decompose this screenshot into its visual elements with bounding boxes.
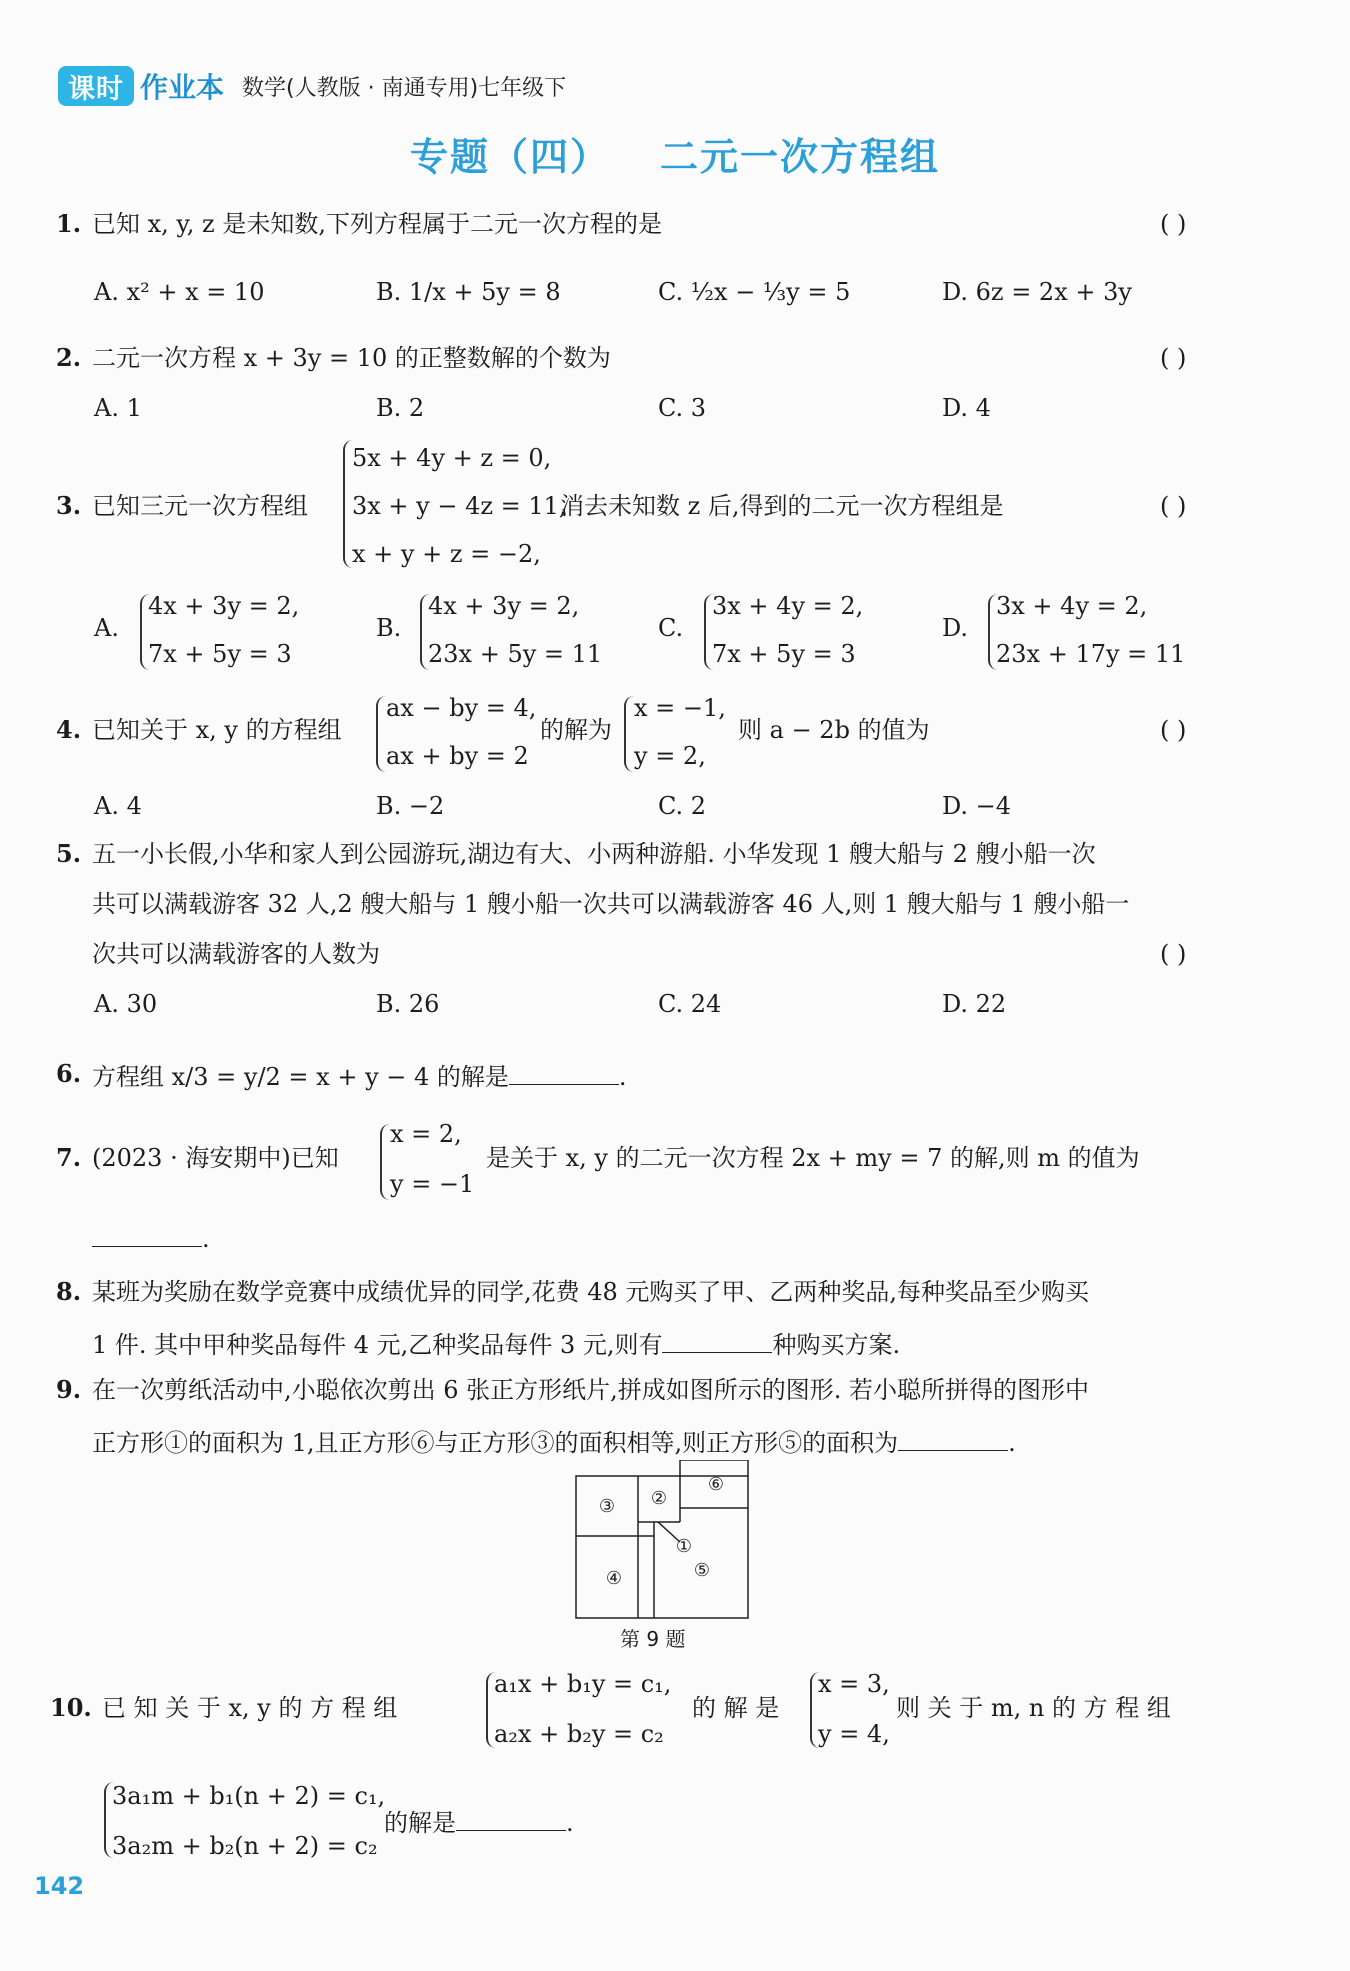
q4-system-eq2: ax + by = 2 bbox=[386, 742, 529, 770]
q8-line1: 某班为奖励在数学竞赛中成绩优异的同学,花费 48 元购买了甲、乙两种奖品,每种奖品至少购买 bbox=[92, 1278, 1090, 1306]
title-part1: 专题（四） bbox=[409, 135, 610, 179]
q9-square-figure bbox=[574, 1460, 754, 1620]
q3-option-c-eq2: 7x + 5y = 3 bbox=[712, 640, 856, 668]
q10-solution-x: x = 3, bbox=[818, 1670, 890, 1698]
brand-logo: 课时 bbox=[58, 66, 134, 106]
q10-ending bbox=[384, 1808, 574, 1835]
q4-system-brace bbox=[376, 696, 386, 772]
q7-solution-y: y = −1 bbox=[390, 1170, 475, 1198]
q2-answer-paren[interactable]: ( ) bbox=[1160, 344, 1187, 372]
title-part2: 二元一次方程组 bbox=[660, 135, 941, 179]
q4-solution-y: y = 2, bbox=[634, 742, 706, 770]
q3-option-d[interactable]: D. bbox=[942, 614, 969, 642]
q3-option-b-eq1: 4x + 3y = 2, bbox=[428, 592, 580, 620]
q4-number: 4. bbox=[56, 715, 82, 744]
q7-stem-pre: (2023 · 海安期中)已知 bbox=[92, 1144, 339, 1172]
q1-answer-paren[interactable]: ( ) bbox=[1160, 210, 1187, 238]
q5-option-d[interactable]: D. 22 bbox=[942, 990, 1007, 1018]
q5-number: 5. bbox=[56, 839, 82, 868]
q3-option-a-eq1: 4x + 3y = 2, bbox=[148, 592, 300, 620]
q9-end: . bbox=[1008, 1429, 1016, 1457]
q9-line2-text: 正方形①的面积为 1,且正方形⑥与正方形③的面积相等,则正方形⑤的面积为 bbox=[92, 1429, 899, 1457]
q10-system-eq1: a₁x + b₁y = c₁, bbox=[494, 1670, 672, 1698]
q10-system-eq2: a₂x + b₂y = c₂ bbox=[494, 1720, 664, 1748]
q3-option-a[interactable]: A. bbox=[94, 614, 119, 642]
q3-option-c[interactable]: C. bbox=[658, 614, 684, 642]
q2-option-a[interactable]: A. 1 bbox=[94, 394, 142, 422]
q10-number: 10. bbox=[50, 1693, 92, 1722]
q8-answer-blank[interactable] bbox=[662, 1330, 772, 1353]
q1-option-b[interactable]: B. 1/x + 5y = 8 bbox=[376, 278, 561, 306]
q9-answer-blank[interactable] bbox=[898, 1428, 1008, 1451]
q7-answer-line bbox=[92, 1224, 210, 1251]
q6-number: 6. bbox=[56, 1059, 82, 1088]
q7-solution-x: x = 2, bbox=[390, 1120, 462, 1148]
q3-option-d-eq2: 23x + 17y = 11 bbox=[996, 640, 1186, 668]
q4-system-eq1: ax − by = 4, bbox=[386, 694, 537, 722]
figure-label-4: ④ bbox=[605, 1568, 623, 1589]
book-title: 数学(人教版 · 南通专用)七年级下 bbox=[242, 75, 567, 101]
q7-stem-post: 是关于 x, y 的二元一次方程 2x + my = 7 的解,则 m 的值为 bbox=[486, 1144, 1140, 1172]
q3-system-eq1: 5x + 4y + z = 0, bbox=[352, 444, 552, 472]
q7-number: 7. bbox=[56, 1143, 82, 1172]
q7-solution-brace bbox=[380, 1124, 390, 1200]
brand-logo-text: 作业本 bbox=[140, 71, 225, 104]
page-title bbox=[0, 126, 1350, 181]
q10-end-text: 的解是 bbox=[384, 1809, 456, 1837]
q5-answer-paren[interactable]: ( ) bbox=[1160, 940, 1187, 968]
q10-dot: . bbox=[566, 1809, 574, 1837]
q5-line2: 共可以满载游客 32 人,2 艘大船与 1 艘小船一次共可以满载游客 46 人,则 1 艘大船与 1 艘小船一 bbox=[92, 890, 1130, 918]
q4-answer-paren[interactable]: ( ) bbox=[1160, 716, 1187, 744]
figure-label-6: ⑥ bbox=[707, 1474, 725, 1495]
q2-stem: 二元一次方程 x + 3y = 10 的正整数解的个数为 bbox=[92, 344, 611, 372]
q3-number: 3. bbox=[56, 491, 82, 520]
q5-line1: 五一小长假,小华和家人到公园游玩,湖边有大、小两种游船. 小华发现 1 艘大船与 2 艘小船一次 bbox=[92, 840, 1096, 868]
q1-option-d[interactable]: D. 6z = 2x + 3y bbox=[942, 278, 1132, 306]
q3-system-eq2: 3x + y − 4z = 11, bbox=[352, 492, 567, 520]
q4-stem-pre: 已知关于 x, y 的方程组 bbox=[92, 716, 342, 744]
q9-number: 9. bbox=[56, 1375, 82, 1404]
figure-label-5: ⑤ bbox=[693, 1560, 711, 1581]
q4-solution-brace bbox=[624, 696, 634, 772]
q4-option-c[interactable]: C. 2 bbox=[658, 792, 707, 820]
q2-option-c[interactable]: C. 3 bbox=[658, 394, 707, 422]
figure-label-1: ① bbox=[675, 1536, 693, 1557]
q3-answer-paren[interactable]: ( ) bbox=[1160, 492, 1187, 520]
page-number: 142 bbox=[34, 1872, 85, 1900]
q7-end: . bbox=[202, 1225, 210, 1253]
q1-number: 1. bbox=[56, 209, 82, 238]
q10-solution-y: y = 4, bbox=[818, 1720, 890, 1748]
q4-stem-post: 则 a − 2b 的值为 bbox=[738, 716, 930, 744]
q5-option-a[interactable]: A. 30 bbox=[94, 990, 158, 1018]
q5-line3: 次共可以满载游客的人数为 bbox=[92, 940, 380, 968]
q3-option-a-eq2: 7x + 5y = 3 bbox=[148, 640, 292, 668]
q4-option-b[interactable]: B. −2 bbox=[376, 792, 445, 820]
q8-number: 8. bbox=[56, 1277, 82, 1306]
q8-line2 bbox=[92, 1330, 900, 1357]
q4-option-d[interactable]: D. −4 bbox=[942, 792, 1012, 820]
q10-new-system-eq2: 3a₂m + b₂(n + 2) = c₂ bbox=[112, 1832, 378, 1860]
page-header bbox=[58, 66, 566, 106]
q4-option-a[interactable]: A. 4 bbox=[94, 792, 142, 820]
q6-end: . bbox=[618, 1063, 627, 1091]
figure-label-2: ② bbox=[650, 1488, 668, 1509]
q4-solution-x: x = −1, bbox=[634, 694, 726, 722]
q3-stem-post: 消去未知数 z 后,得到的二元一次方程组是 bbox=[560, 492, 1004, 520]
q2-option-b[interactable]: B. 2 bbox=[376, 394, 425, 422]
q6-stem bbox=[92, 1062, 627, 1089]
q8-line2-pre: 1 件. 其中甲种奖品每件 4 元,乙种奖品每件 3 元,则有 bbox=[92, 1331, 663, 1359]
q3-option-d-eq1: 3x + 4y = 2, bbox=[996, 592, 1148, 620]
q9-line2 bbox=[92, 1428, 1016, 1455]
q1-stem: 已知 x, y, z 是未知数,下列方程属于二元一次方程的是 bbox=[92, 210, 662, 238]
q6-answer-blank[interactable] bbox=[509, 1062, 619, 1085]
q1-option-c[interactable]: C. ½x − ⅓y = 5 bbox=[658, 278, 851, 306]
figure-label-3: ③ bbox=[598, 1496, 616, 1517]
q10-new-system-eq1: 3a₁m + b₁(n + 2) = c₁, bbox=[112, 1782, 386, 1810]
q3-stem-pre: 已知三元一次方程组 bbox=[92, 492, 308, 520]
q3-option-c-eq1: 3x + 4y = 2, bbox=[712, 592, 864, 620]
q3-option-b-eq2: 23x + 5y = 11 bbox=[428, 640, 603, 668]
q6-stem-text: 方程组 x/3 = y/2 = x + y − 4 的解是 bbox=[92, 1063, 509, 1091]
q2-option-d[interactable]: D. 4 bbox=[942, 394, 991, 422]
q4-stem-mid: 的解为 bbox=[540, 716, 612, 744]
q9-figure-caption: 第 9 题 bbox=[620, 1627, 686, 1651]
q3-option-b[interactable]: B. bbox=[376, 614, 402, 642]
q8-line2-post: 种购买方案. bbox=[772, 1331, 901, 1359]
q3-system-eq3: x + y + z = −2, bbox=[352, 540, 541, 568]
q1-option-a[interactable]: A. x² + x = 10 bbox=[94, 278, 265, 306]
q2-number: 2. bbox=[56, 343, 82, 372]
q10-stem-pre: 已 知 关 于 x, y 的 方 程 组 bbox=[102, 1694, 398, 1722]
q7-answer-blank[interactable] bbox=[92, 1224, 202, 1247]
q5-option-c[interactable]: C. 24 bbox=[658, 990, 722, 1018]
q9-line1: 在一次剪纸活动中,小聪依次剪出 6 张正方形纸片,拼成如图所示的图形. 若小聪所拼得的图形中 bbox=[92, 1376, 1090, 1404]
q10-stem-mid: 的 解 是 bbox=[692, 1694, 780, 1722]
q10-answer-blank[interactable] bbox=[456, 1808, 566, 1831]
q5-option-b[interactable]: B. 26 bbox=[376, 990, 440, 1018]
q10-stem-post: 则 关 于 m, n 的 方 程 组 bbox=[896, 1694, 1171, 1722]
